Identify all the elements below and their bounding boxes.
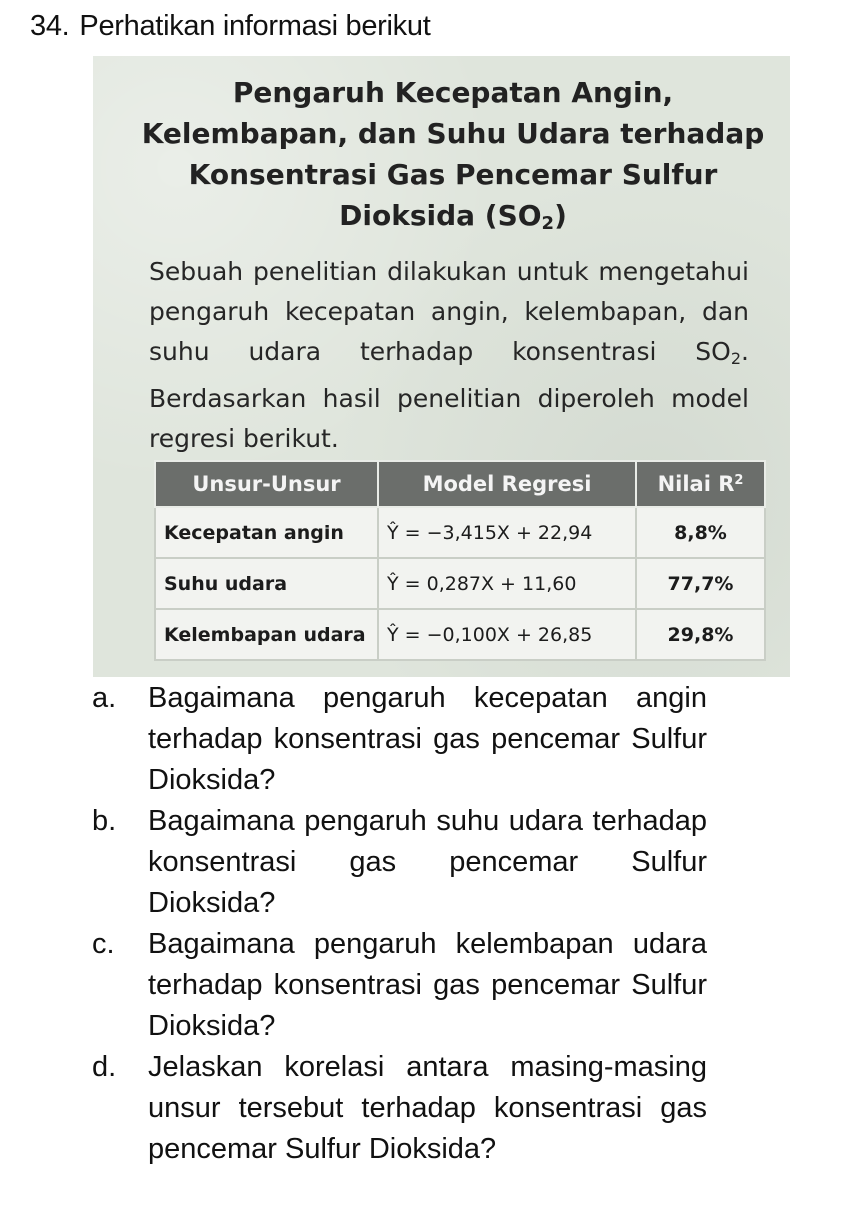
- sub-question-letter: a.: [92, 682, 117, 714]
- info-box-paragraph-end: . Berdasarkan hasil penelitian diperoleh model regresi berikut.: [149, 337, 749, 453]
- table-row: [155, 558, 765, 609]
- info-box-title-subscript: 2: [541, 213, 555, 234]
- sub-question-b: [92, 801, 707, 924]
- sub-question-text: Jelaskan korelasi antara masing-masing unsur tersebut terhadap konsentrasi gas pencemar Sulfur Dioksida?: [148, 1051, 707, 1165]
- cell-r2: 8,8%: [636, 507, 765, 558]
- sub-question-text: Bagaimana pengaruh kelembapan udara terhadap konsentrasi gas pencemar Sulfur Dioksida?: [148, 928, 707, 1042]
- cell-unsur: Suhu udara: [155, 558, 378, 609]
- cell-unsur: Kelembapan udara: [155, 609, 378, 660]
- header-unsur: Unsur-Unsur: [155, 461, 378, 507]
- sub-question-text: Bagaimana pengaruh kecepatan angin terhadap konsentrasi gas pencemar Sulfur Dioksida?: [148, 682, 707, 796]
- sub-question-c: [92, 924, 707, 1047]
- header-r2-superscript: 2: [734, 473, 744, 488]
- table-header-row: [155, 461, 765, 507]
- info-box-title-text: Pengaruh Kecepatan Angin, Kelembapan, dan Suhu Udara terhadap Konsentrasi Gas Pencemar Sulfur Dioksida (SO: [141, 76, 765, 232]
- question-number: 34.: [30, 10, 70, 42]
- cell-model: Ŷ = 0,287X + 11,60: [378, 558, 636, 609]
- cell-model: Ŷ = −3,415X + 22,94: [378, 507, 636, 558]
- sub-question-text: Bagaimana pengaruh suhu udara terhadap konsentrasi gas pencemar Sulfur Dioksida?: [148, 805, 707, 919]
- cell-r2: 77,7%: [636, 558, 765, 609]
- info-box-paragraph-start: Sebuah penelitian dilakukan untuk mengetahui pengaruh kecepatan angin, kelembapan, dan suhu udara terhadap konsentrasi SO: [149, 257, 749, 366]
- sub-question-list: [92, 678, 707, 1170]
- header-model: Model Regresi: [378, 461, 636, 507]
- sub-question-letter: b.: [92, 805, 117, 837]
- header-r2-label: Nilai R: [657, 472, 735, 496]
- question-prompt: Perhatikan informasi berikut: [79, 10, 431, 42]
- cell-unsur: Kecepatan angin: [155, 507, 378, 558]
- question-header: [30, 10, 430, 43]
- table-row: [155, 609, 765, 660]
- sub-question-letter: d.: [92, 1051, 117, 1083]
- table-row: [155, 507, 765, 558]
- sub-question-letter: c.: [92, 928, 115, 960]
- sub-question-d: [92, 1047, 707, 1170]
- sub-question-a: [92, 678, 707, 801]
- info-box-image: [93, 56, 790, 677]
- regression-table: [154, 460, 766, 661]
- cell-model: Ŷ = −0,100X + 26,85: [378, 609, 636, 660]
- info-box-paragraph-subscript: 2: [730, 349, 742, 368]
- info-box-title-end: ): [554, 199, 567, 232]
- header-r2: [636, 461, 765, 507]
- info-box-title: [133, 72, 773, 244]
- cell-r2: 29,8%: [636, 609, 765, 660]
- info-box-paragraph: [149, 252, 749, 459]
